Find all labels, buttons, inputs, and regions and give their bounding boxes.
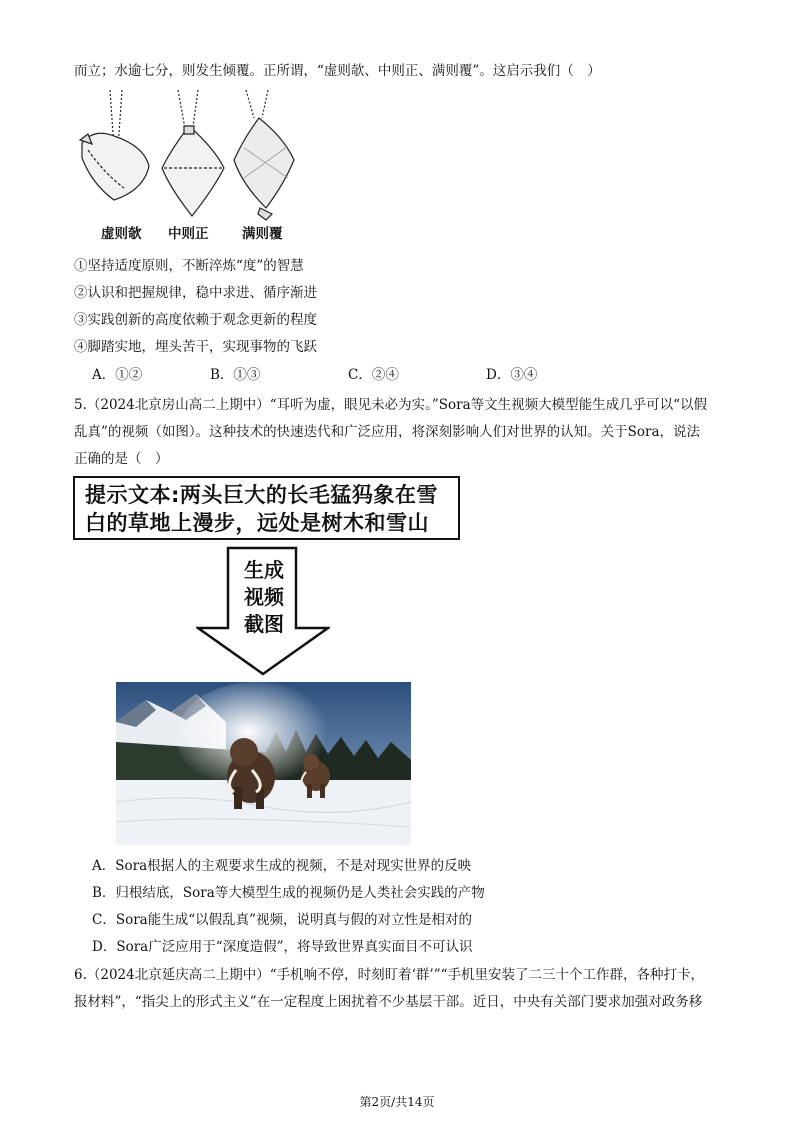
q4-option-c[interactable]: C．②④ [348, 367, 399, 383]
q6-stem-line-2: 报材料”，“指尖上的形式主义”在一定程度上困扰着不少基层干部。近日，中央有关部门要求加强对政务移 [74, 994, 703, 1010]
q5-option-c[interactable]: C．Sora能生成“以假乱真”视频，说明真与假的对立性是相对的 [92, 912, 473, 928]
q4-statement-3: ③实践创新的高度依赖于观念更新的程度 [74, 312, 317, 328]
q4-stem-tail: 而立；水逾七分，则发生倾覆。正所谓，“虚则欹、中则正、满则覆”。这启示我们（ ） [74, 63, 601, 79]
q4-statement-4: ④脚踏实地，埋头苦干，实现事物的飞跃 [74, 339, 317, 355]
q5-option-b[interactable]: B．归根结底，Sora等大模型生成的视频仍是人类社会实践的产物 [92, 885, 485, 901]
q4-option-d[interactable]: D．③④ [486, 367, 538, 383]
q4-option-b[interactable]: B．①③ [210, 367, 261, 383]
q5-option-d[interactable]: D．Sora广泛应用于“深度造假”，将导致世界真实面目不可认识 [92, 939, 473, 955]
q4-statement-1: ①坚持适度原则，不断淬炼“度”的智慧 [74, 258, 304, 274]
prompt-line-2: 白的草地上漫步，远处是树木和雪山 [85, 511, 429, 535]
page-footer: 第2页/共14页 [359, 1095, 435, 1109]
vessel-label-1: 虚则欹 [101, 226, 142, 242]
q5-stem-line-3: 正确的是（ ） [74, 451, 169, 467]
q5-stem-line-2: 乱真”的视频（如图）。这种技术的快速迭代和广泛应用，将深刻影响人们对世界的认知。关于Sora，说法 [74, 424, 701, 440]
q4-option-a[interactable]: A．①② [92, 367, 143, 383]
vessel-label-3: 满则覆 [242, 226, 283, 242]
prompt-line-1: 提示文本:两头巨大的长毛猛犸象在雪 [85, 483, 438, 507]
arrow-caption: 生成 视频 截图 [244, 558, 284, 636]
q6-stem-line-1: 6.（2024北京延庆高二上期中）“手机响不停，时刻盯着‘群’”“手机里安装了二三十个工作群，各种打卡， [74, 967, 705, 983]
mammoth-video-screenshot [116, 682, 411, 845]
prompt-text-box [73, 476, 460, 540]
vessel-label-2: 中则正 [168, 226, 209, 242]
q5-option-a[interactable]: A．Sora根据人的主观要求生成的视频，不是对现实世界的反映 [92, 858, 472, 874]
q4-statement-2: ②认识和把握规律，稳中求进、循序渐进 [74, 285, 317, 301]
vessels-drawing [74, 88, 314, 223]
q5-stem-line-1: 5.（2024北京房山高二上期中）“耳听为虚，眼见未必为实。”Sora等文生视频大模型能生成几乎可以“以假 [74, 397, 708, 413]
